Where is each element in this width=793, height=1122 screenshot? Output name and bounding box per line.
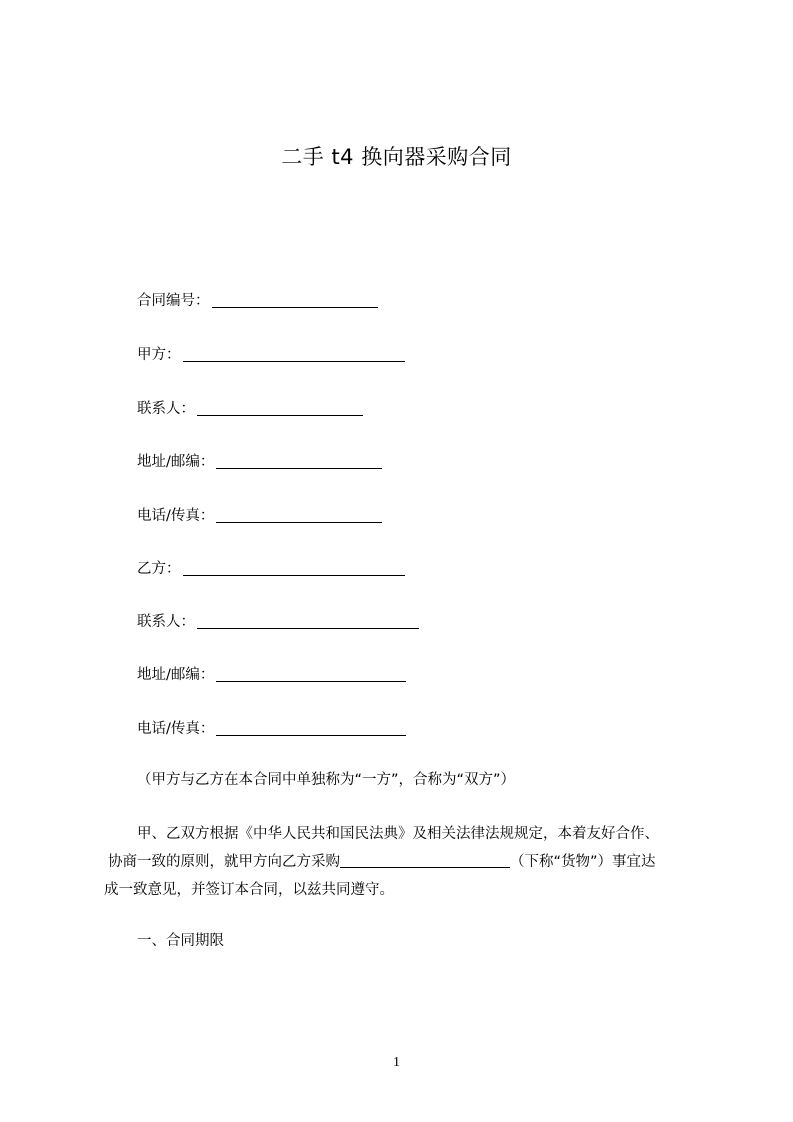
party-a-label: 甲方： — [137, 347, 181, 363]
intro-line-2 — [108, 852, 656, 872]
party-b-contact-field — [137, 612, 419, 632]
contract-number-label: 合同编号： — [137, 293, 210, 309]
party-a-field — [137, 345, 405, 365]
goods-blank[interactable] — [340, 853, 510, 868]
contract-number-blank[interactable] — [212, 293, 378, 308]
party-b-address-label: 地址/邮编： — [137, 667, 215, 683]
intro-line-1: 甲、乙双方根据《中华人民共和国民法典》及相关法律法规规定，本着友好合作、 — [137, 826, 659, 842]
section-heading-term: 一、合同期限 — [137, 933, 224, 949]
party-b-phone-field — [137, 719, 406, 739]
page-number: 1 — [393, 1055, 400, 1070]
document-title: 二手 t4 换向器采购合同 — [281, 145, 512, 169]
party-b-phone-label: 电话/传真： — [137, 721, 215, 737]
party-a-contact-label: 联系人： — [137, 401, 195, 417]
party-b-contact-label: 联系人： — [137, 614, 195, 630]
party-a-phone-field — [137, 506, 382, 526]
party-b-phone-blank[interactable] — [216, 721, 406, 736]
party-b-label: 乙方： — [137, 561, 181, 577]
party-a-address-label: 地址/邮编： — [137, 454, 215, 470]
party-a-contact-field — [137, 399, 363, 419]
intro-line-3: 成一致意见，并签订本合同，以兹共同遵守。 — [104, 882, 394, 898]
intro-line-2-after: （下称“货物”）事宜达 — [510, 854, 656, 870]
party-b-address-field — [137, 665, 406, 685]
intro-line-2-before: 协商一致的原则，就甲方向乙方采购 — [108, 854, 340, 870]
party-b-contact-blank[interactable] — [197, 614, 419, 629]
party-a-address-blank[interactable] — [216, 454, 382, 469]
party-b-field — [137, 559, 405, 579]
party-a-blank[interactable] — [183, 347, 405, 362]
party-b-address-blank[interactable] — [216, 667, 406, 682]
party-b-blank[interactable] — [183, 561, 405, 576]
contract-number-field — [137, 291, 378, 311]
party-a-phone-blank[interactable] — [216, 508, 382, 523]
party-definition-note: （甲方与乙方在本合同中单独称为“一方”，合称为“双方”） — [137, 772, 516, 788]
party-a-contact-blank[interactable] — [197, 401, 363, 416]
party-a-address-field — [137, 452, 382, 472]
party-a-phone-label: 电话/传真： — [137, 508, 215, 524]
